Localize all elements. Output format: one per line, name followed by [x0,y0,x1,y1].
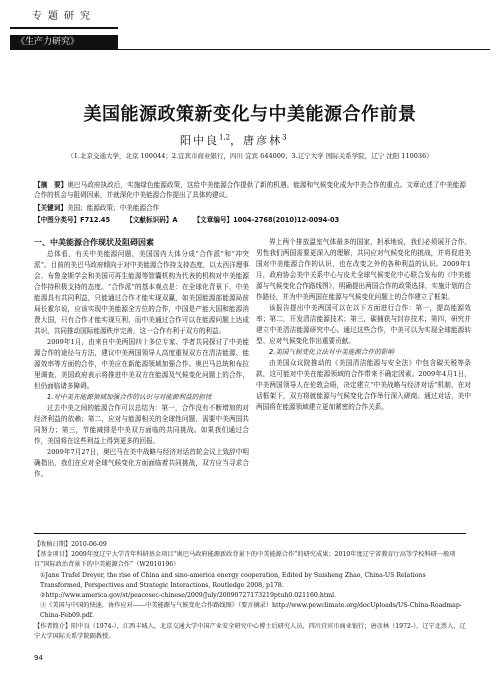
author-affil-mark: 3 [282,133,287,142]
document-code: 【文献标识码】A [126,216,178,224]
abstract-text: 奥巴马政府执政后，实施绿色能源政策，这给中美能源合作提供了新的机遇。能源和气候变化成为中美合作的重点。文章论述了中美能源合作的机会与阻碍因素，并就深化中美能源合作提出了具体的建议。 [34,181,467,199]
classification-line [34,214,466,224]
author-separator: ， [230,134,244,147]
subsection-heading: 1.对中美在能源领域加强合作的认识与对能源利益的担忧 [47,393,212,401]
affiliation: （1.北京交通大学，北京 100044；2.宜宾市商业银行，四川 宜宾 644000；3.辽宁大学 国际关系学院，辽宁 沈阳 110036） [67,152,433,160]
journal-rule [118,49,490,50]
reference-note: ③《美国与中国的快速，协作应对——中美能源与气候变化合作路线图》（要言摘录）http://www.pewclimate.org/docUploads/US-China-Roadmap-China-Feb09.pdf. [40,602,462,620]
keywords-label: 【关键词】 [34,204,67,212]
subsection-heading: 2.美国气候变化立法对中美能源合作的影响 [269,348,394,356]
footnote-divider [34,533,466,534]
author-name: 唐彦林 [243,134,283,147]
header-rule [10,27,118,29]
paragraph: 2009年1月，由来自中美两国四十多位专家、学者共同探讨了中美能源合作的途径与方法，建议中美两国领导人高度重视双方在清洁能源、能源效率等方面的合作，中美应在新能源领域加强合作。奥巴马总统和布拉里调查，美国政府表示将推进中美双方在能源及气候变化问题上的合作，但仍面临诸多障碍。 [34,338,249,390]
clc-number: 【中图分类号】F712.45 [34,216,111,224]
body-column-left [34,237,249,480]
paragraph: 总体看，有关中美能源问题，美国国内大体分成“合作派”和“冲突派”。目前的美巴马政府倾向于对中美能源合作持支持态度，以太西洋理事会、布鲁金斯学会和美国可再生能源等智囊机构为代表的机构对中美能源合作持积极支持的态度。“合作派”的基本观点是：在全球化背景下，中美能源具有共同利益，只能通过合作才能实现双赢，如美国能源部能源局前局长霍尔说，应该实现中美能源全方位的合作，中国是产能大国和能源消费大国，只有合作才能实现互利，而中美通过合作可以在能源问题上达成共识，共同推动国际能源秩序完善，这一合作有利于双方的利益。 [34,250,249,335]
received-date: 【收稿日期】2010-06-09 [34,541,107,548]
keywords-text: 美国；能源政策；中美能源合作 [66,204,160,212]
keywords [34,202,466,212]
article-title: 美国能源政策新变化与中美能源合作前景 [83,104,417,125]
author-name: 阳中良 [180,134,219,147]
footnotes [34,540,466,642]
page-number: 94 [34,654,43,662]
paragraph: 2009年7月27日，奥巴马在美中战略与经济对话首轮会议上致辞中明确指出，我们在应对全球气候变化方面面临着共同挑战，双方应当寻求合作。 [34,448,249,478]
abstract-label: 【摘 要】 [34,181,68,189]
paragraph: 界上两个排放温室气体最多的国家，担承地说，我们必须展开合作。男性我们两国需要更深入的理解，共同应对气候变化的挑战，并将促进美国对中美能源合作的认识，也在改变之外的各种利益的认识。2009年1月，政府协会美中关系中心与皮尤全球气候变化中心联合发布的《中美能源与气候变化合作路线图》，明确提出两国合作的政策选择，实施计划的合作路径，并为中美两国在能源与气候变化问题上的合作建立了框架。 [256,238,471,301]
article-number: 【文章编号】1004-2768(2010)12-0094-03 [193,216,340,224]
body-column-right [256,237,471,413]
paragraph: 过去中美之间的能源合作可以总结为：第一，合作没有不断增加的对经济利益的依赖；第二，应对与能源相关的全球性问题，需要中美两国共同努力；第三，节能减排是中美双方面临的共同挑战。如果我们通过合作，美国将在这些利益上得到更多的回报。 [34,404,249,445]
section-tag: 专题研究 [32,11,96,22]
reference-note: ②http://www.america.gov/st/peacesec-chinese/2009/July/20090727173219ptuh0.021160.html. [40,592,337,600]
reference-note: ①Jane Trafel Dreyer, the rise of China and sino-america energy cooperation, Edited by Suisheng Zhao, China-US Relations Transformed, Perspectives and Strategic Interactions, Routledge 2008, p178. [40,571,426,589]
fund-project: 【基金项目】2009年度辽宁大学青年科研基金项目“奥巴马政府能源新政背景下的中美能源合作”的研究成果；2010年度辽宁省教育厅高等学校科研一般项目“国际政治背景下的中美能源合作”（W2010196） [34,551,456,569]
paragraph: 该报告提出中美两国可以在以下方面进行合作：第一，提高能源效率；第二，开发清洁能源技术；第三，碳捕获与封存技术；第四，研究并建立中美清洁能源研究中心。通过这些合作，中美可以为实现全球能源转型、应对气候变化作出重要贡献。 [256,304,471,345]
section-heading: 一、中美能源合作现状及阻碍因素 [34,238,154,247]
author-affil-mark: 1,2 [219,133,231,142]
journal-banner: 《生产力研究》No.12.2010 [10,35,118,50]
author-line [180,132,380,148]
paragraph: 由美国众议院推动的《美国清洁能源与安全法》中包含碳关税等条款，这可能对中美在能源领域的合作带来不确定因素。2009年4月1日，中美两国领导人在伦敦会晤，决定建立“中美战略与经济对话”机制，在对话框架下，双方将就能源与气候变化合作举行深入磋商。通过对话，美中两国将在能源领域建立更加紧密的合作关系。 [256,359,471,411]
abstract [34,180,466,200]
author-bio: 【作者简介】阳中良（1974-），江西丰城人，北京交通大学中国产业安全研究中心博士后研究人员，四川宜宾市商业银行；唐彦林（1972-），辽宁北票人，辽宁大学国际关系学院副教授。 [34,622,466,640]
